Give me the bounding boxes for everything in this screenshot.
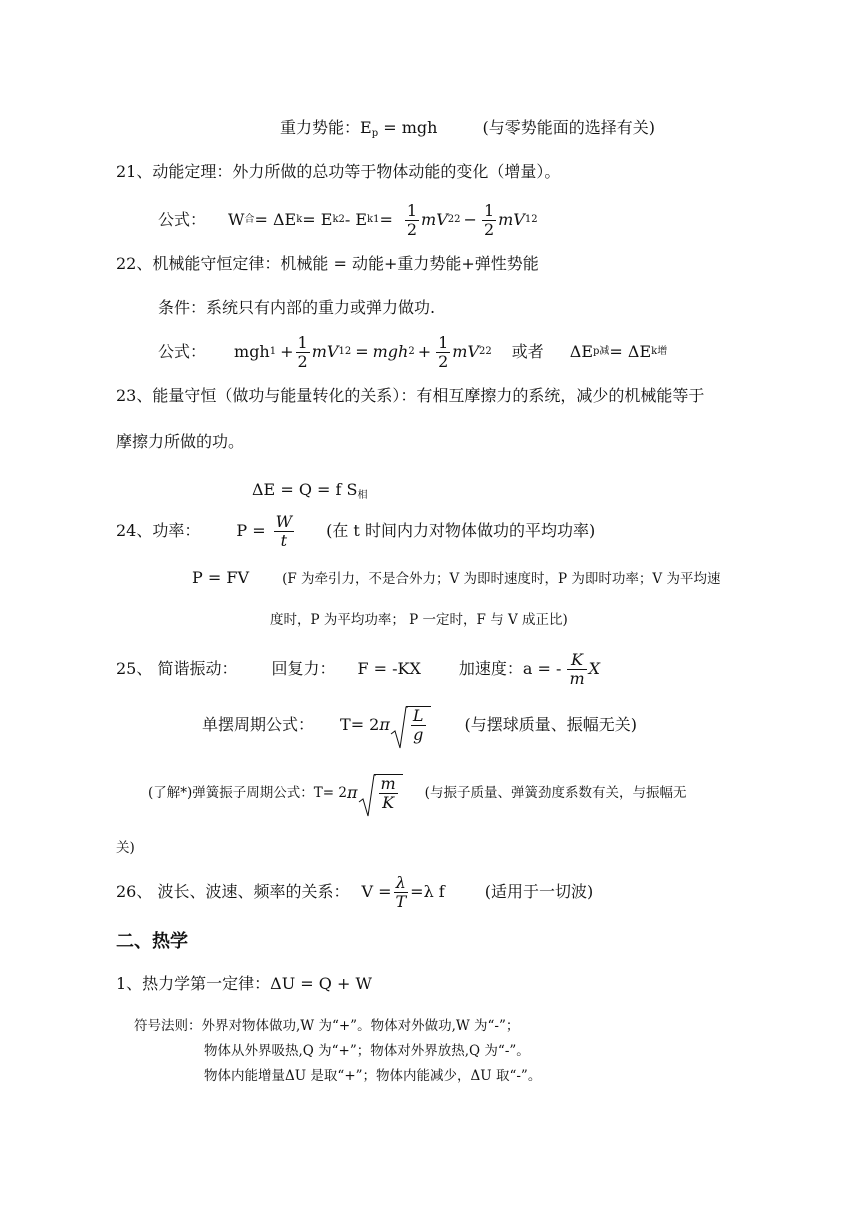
var: m xyxy=(421,210,437,229)
potential-energy-line xyxy=(280,118,655,144)
fraction xyxy=(379,775,398,812)
superscript: 2 xyxy=(344,346,352,357)
subscript: p减 xyxy=(593,346,610,357)
formula-part: V = xyxy=(361,882,392,901)
denominator: K xyxy=(382,793,395,812)
label: 26、 波长、波速、频率的关系： xyxy=(116,882,350,901)
label: 公式： xyxy=(158,210,207,229)
pendulum-line xyxy=(202,700,637,750)
sign-rule-3: 物体内能增量ΔU 是取“+”；物体内能减少，ΔU 取“-”。 xyxy=(204,1068,542,1084)
subscript: k1 xyxy=(367,214,380,225)
var: m xyxy=(498,210,514,229)
operator: + xyxy=(280,342,294,361)
power-fv-note-cont: 度时，P 为平均功率； P 一定时，F 与 V 成正比) xyxy=(270,612,568,628)
note: (在 t 时间内力对物体做功的平均功率) xyxy=(326,521,596,540)
formula-part: T= 2 xyxy=(340,715,380,734)
var: X xyxy=(588,659,600,678)
sign-rule-1: 符号法则：外界对物体做功,W 为“+”。物体对外做功,W 为“-”； xyxy=(134,1018,520,1034)
formula-part: ΔE xyxy=(569,342,594,361)
subscript: k xyxy=(296,214,303,225)
power-line xyxy=(116,508,595,554)
formula-part: = xyxy=(379,210,393,229)
sqrt xyxy=(390,706,431,744)
subscript: 2 xyxy=(479,346,486,357)
numerator: 1 xyxy=(406,200,418,220)
numerator: K xyxy=(567,651,586,670)
spring-note-cont: 关) xyxy=(116,840,135,856)
formula-part: = ΔE xyxy=(609,342,652,361)
formula-part: =λ f xyxy=(410,882,445,901)
denominator: 2 xyxy=(438,351,449,371)
label: (了解*)弹簧振子周期公式：T= 2 xyxy=(148,785,347,801)
sign-rule-2: 物体从外界吸热,Q 为“+”；物体对外界放热,Q 为“-”。 xyxy=(204,1043,530,1059)
note: (与摆球质量、振幅无关) xyxy=(464,715,637,734)
subscript: 2 xyxy=(408,346,415,357)
subscript: 合 xyxy=(244,214,255,225)
note: (与振子质量、弹簧劲度系数有关，与振幅无 xyxy=(424,785,687,801)
numerator: 1 xyxy=(438,332,449,352)
label: 回复力： xyxy=(271,659,336,678)
first-law-line: 1、热力学第一定律：ΔU = Q + W xyxy=(116,974,372,993)
symbol: W xyxy=(228,210,245,229)
numerator: 1 xyxy=(483,200,495,220)
operator: = xyxy=(355,342,369,361)
superscript: 2 xyxy=(485,346,492,357)
subscript: p xyxy=(371,128,379,139)
denominator: t xyxy=(280,530,288,550)
friction-formula xyxy=(252,480,367,506)
var: π xyxy=(379,715,390,734)
section-heading-thermal: 二、热学 xyxy=(116,931,188,952)
fraction xyxy=(296,334,310,371)
mechanical-energy-law: 22、机械能守恒定律：机械能 = 动能+重力势能+弹性势能 xyxy=(116,254,539,273)
energy-conservation-cont: 摩擦力所做的功。 xyxy=(116,432,245,451)
var: m xyxy=(311,342,327,361)
fraction xyxy=(394,874,409,911)
var: V xyxy=(467,342,480,361)
subscript: k2 xyxy=(332,214,345,225)
formula: ΔE = Q = f S xyxy=(252,480,358,499)
formula: F = -KX xyxy=(357,659,421,678)
superscript: 2 xyxy=(454,214,461,225)
kinetic-energy-theorem: 21、动能定理：外力所做的总功等于物体动能的变化（增量）。 xyxy=(116,162,561,181)
radical-sign xyxy=(358,774,376,818)
var: mgh xyxy=(372,342,409,361)
label: 重力势能： xyxy=(280,118,361,137)
condition-line: 条件：系统只有内部的重力或弹力做功. xyxy=(158,298,436,317)
var: V xyxy=(326,342,339,361)
numerator: L xyxy=(412,706,424,725)
note: (F 为牵引力，不是合外力；V 为即时速度时，P 为即时功率；V 为平均速 xyxy=(282,571,721,587)
denominator: 2 xyxy=(297,351,308,371)
operator: + xyxy=(417,342,432,361)
formula: P = FV xyxy=(192,568,249,587)
fraction xyxy=(436,334,450,371)
label: 单摆周期公式： xyxy=(202,715,315,734)
var: π xyxy=(346,783,358,802)
subscript: 相 xyxy=(357,490,368,501)
subscript: 1 xyxy=(524,214,532,225)
fraction xyxy=(274,513,294,550)
numerator: m xyxy=(380,774,396,793)
formula-part: mgh xyxy=(234,342,270,361)
formula-part: P = xyxy=(236,521,266,540)
wave-relation-line xyxy=(116,868,593,916)
symbol: E xyxy=(360,118,372,137)
subscript: 1 xyxy=(338,346,345,357)
var: V xyxy=(513,210,525,229)
fraction xyxy=(567,651,586,688)
note: (适用于一切波) xyxy=(484,882,594,901)
denominator: 2 xyxy=(483,219,495,239)
numerator: λ xyxy=(394,874,409,893)
sqrt xyxy=(358,774,403,812)
formula-part: 加速度：a = - xyxy=(458,659,562,678)
mechanical-formula xyxy=(158,330,667,374)
subscript: 1 xyxy=(269,346,277,357)
note: (与零势能面的选择有关) xyxy=(482,118,655,137)
var: m xyxy=(452,342,468,361)
subscript: k增 xyxy=(651,346,668,357)
label: 24、功率： xyxy=(116,521,201,540)
power-fv-line xyxy=(192,568,720,589)
operator: − xyxy=(463,210,477,229)
radical-sign xyxy=(390,706,408,750)
energy-conservation: 23、能量守恒（做功与能量转化的关系）：有相互摩擦力的系统，减少的机械能等于 xyxy=(116,386,705,405)
fraction xyxy=(411,707,426,744)
shm-line xyxy=(116,646,600,692)
denominator: g xyxy=(413,725,424,744)
formula: = mgh xyxy=(378,118,438,137)
formula-part: = E xyxy=(302,210,333,229)
superscript: 2 xyxy=(531,214,538,225)
denominator: 2 xyxy=(406,219,418,239)
formula-part: = ΔE xyxy=(254,210,297,229)
numerator: W xyxy=(275,511,293,531)
spring-oscillator-line xyxy=(148,768,686,818)
label: 公式： xyxy=(158,342,207,361)
formula-part: - E xyxy=(344,210,368,229)
subscript: 2 xyxy=(447,214,455,225)
denominator: T xyxy=(395,891,407,911)
fraction xyxy=(405,202,419,239)
or-text: 或者 xyxy=(511,342,544,361)
kinetic-formula xyxy=(158,198,538,242)
var: V xyxy=(436,210,448,229)
denominator: m xyxy=(569,668,585,688)
numerator: 1 xyxy=(297,332,308,352)
label: 25、 简谐振动： xyxy=(116,659,238,678)
fraction xyxy=(482,202,496,239)
